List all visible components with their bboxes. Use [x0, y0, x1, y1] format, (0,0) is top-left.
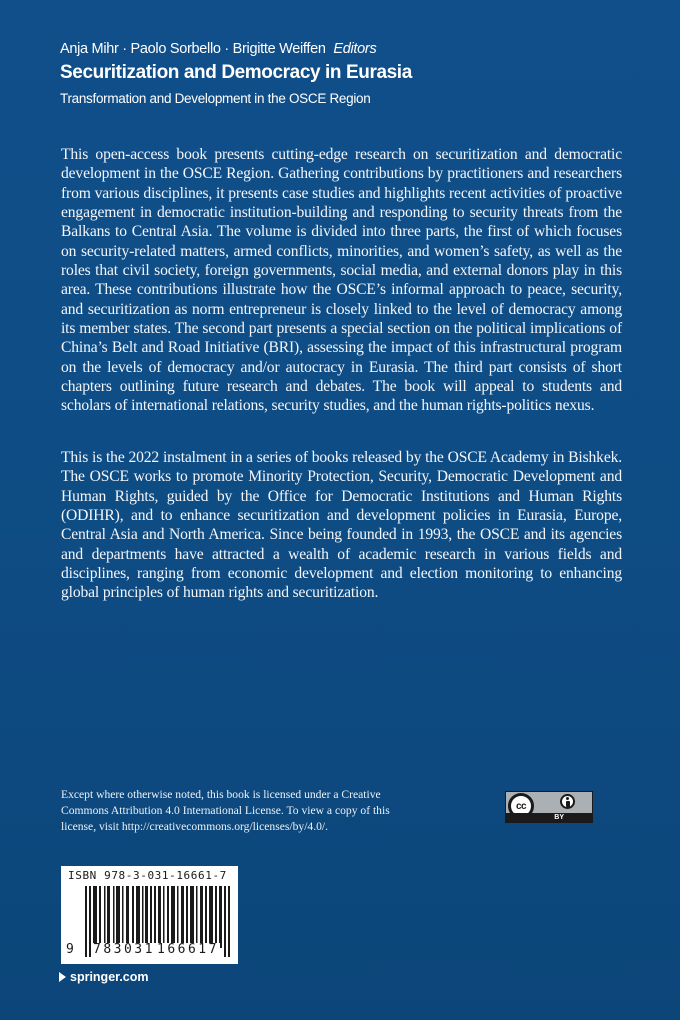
book-subtitle: Transformation and Development in the OSCE Region: [60, 91, 371, 106]
by-label: BY: [554, 814, 564, 821]
publisher-link-text[interactable]: springer.com: [70, 970, 149, 984]
barcode-digits-left: 783031: [93, 942, 155, 957]
editors-role: Editors: [333, 41, 377, 57]
barcode-digit-first: 9: [66, 942, 74, 957]
description-paragraph-1: This open-access book presents cutting-edge research on securitization and democratic development in the OSCE Region. Gathering contributions by practitioners and researchers from various disciplines, it presents case studies and highlights recent activities of proactive engagement in democratic institution-building and responding to security threats from the Balkans to Central Asia. The volume is divided into three parts, the first of which focuses on security-related matters, armed conflicts, minorities, and women’s safety, as well as the roles that civil society, foreign governments, social media, and external donors play in this area. These contributions illustrate how the OSCE’s informal approach to peace, security, and securitization as norm entrepreneur is closely linked to the level of democracy among its member states. The second part presents a special section on the political implications of China’s Belt and Road Initiative (BRI), assessing the impact of this infrastructural program on the levels of democracy and/or autocracy in Eurasia. The third part consists of short chapters outlining future research and debates. The book will appeal to students and scholars of international relations, security studies, and the human rights-politics nexus.: [61, 146, 622, 415]
play-arrow-icon: [59, 972, 66, 982]
barcode-digits-right: 166617: [157, 942, 219, 957]
isbn-barcode: [61, 866, 238, 964]
editors-line: [60, 40, 412, 59]
cc-icon: cc: [508, 793, 534, 819]
publisher-link[interactable]: [59, 970, 149, 984]
cover-header: [60, 40, 412, 109]
license-notice: Except where otherwise noted, this book is licensed under a Creative Commons Attribution 4.0 International License. To view a copy of this license, visit http://creativecommons.org/licenses/by/4.0/.: [61, 788, 390, 834]
badge-strip: [506, 813, 592, 822]
isbn-label: ISBN 978-3-031-16661-7: [68, 869, 227, 882]
attribution-person-icon: [560, 794, 575, 809]
cc-by-license-badge[interactable]: [505, 791, 593, 823]
editors-names: Anja Mihr · Paolo Sorbello · Brigitte Weiffen: [60, 41, 326, 57]
book-title: Securitization and Democracy in Eurasia: [60, 62, 412, 83]
description-paragraph-2: This is the 2022 instalment in a series of books released by the OSCE Academy in Bishkek. The OSCE works to promote Minority Protection, Security, Democratic Development and Human Rights, guided by the Office for Democratic Institutions and Human Rights (ODIHR), and to enhance securitization and development policies in Eurasia, Europe, Central Asia and North America. Since being founded in 1993, the OSCE and its agencies and departments have attracted a wealth of academic research in various fields and disciplines, ranging from economic development and election monitoring to enhancing global principles of human rights and securitization.: [61, 449, 622, 602]
